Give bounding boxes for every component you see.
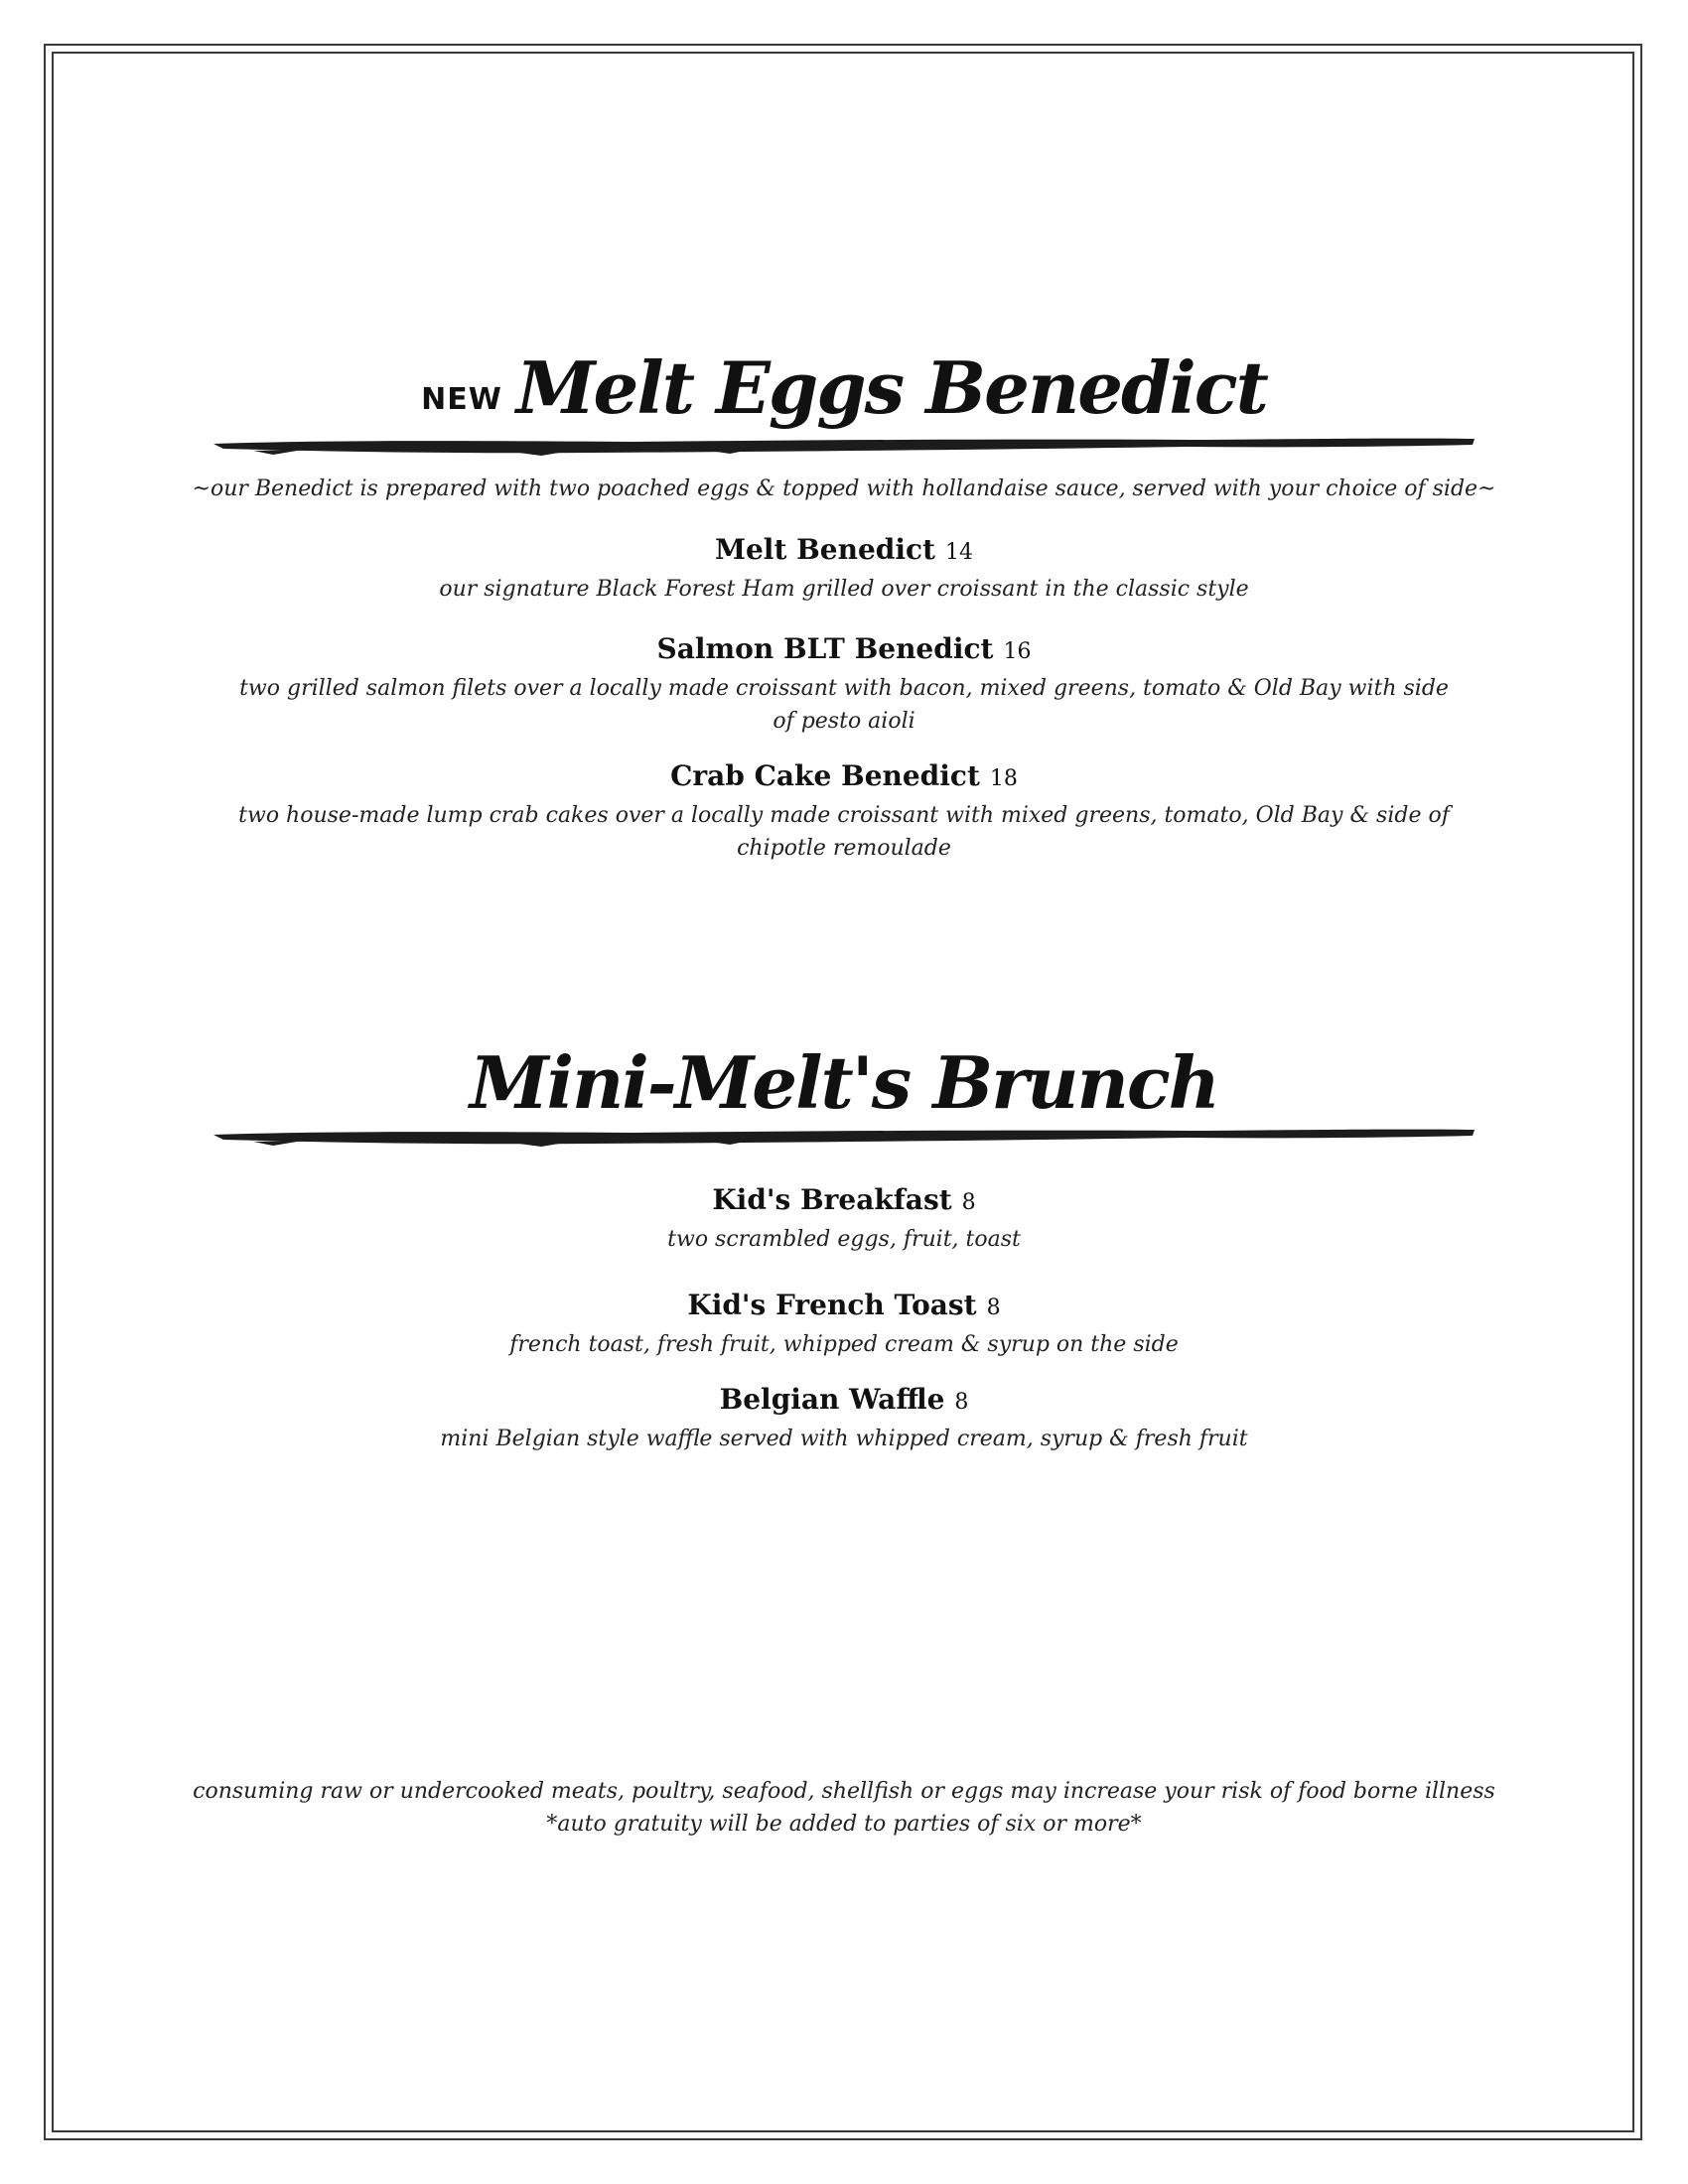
menu-item bbox=[228, 1288, 1460, 1361]
menu-item-price: 16 bbox=[1003, 639, 1032, 664]
menu-item-name: Crab Cake Benedict bbox=[670, 759, 980, 792]
footer-notice bbox=[0, 1775, 1688, 1841]
menu-item-name: Melt Benedict bbox=[715, 533, 935, 566]
new-tag: NEW bbox=[421, 382, 502, 417]
menu-item-heading bbox=[228, 1288, 1460, 1326]
menu-item-description: two scrambled eggs, fruit, toast bbox=[667, 1227, 1021, 1252]
brush-divider-2 bbox=[213, 1125, 1475, 1149]
menu-item-heading bbox=[228, 758, 1460, 797]
menu-item-heading bbox=[228, 1382, 1460, 1421]
menu-item-description: french toast, fresh fruit, whipped cream & syrup on the side bbox=[509, 1332, 1179, 1357]
menu-item bbox=[228, 631, 1460, 738]
menu-item bbox=[228, 758, 1460, 865]
benedict-section-title bbox=[0, 345, 1688, 430]
menu-item-name: Kid's French Toast bbox=[687, 1289, 977, 1321]
menu-item-price: 8 bbox=[961, 1190, 976, 1215]
menu-item-price: 14 bbox=[944, 540, 973, 565]
brush-divider-1 bbox=[213, 434, 1475, 458]
menu-item-name: Kid's Breakfast bbox=[712, 1183, 952, 1216]
menu-item-price: 8 bbox=[954, 1390, 969, 1415]
food-safety-warning: consuming raw or undercooked meats, poultry, seafood, shellfish or eggs may increase your risk of food borne illness bbox=[193, 1779, 1495, 1804]
benedict-title-text: Melt Eggs Benedict bbox=[515, 345, 1267, 430]
menu-item-name: Belgian Waffle bbox=[719, 1383, 945, 1416]
menu-item-price: 18 bbox=[989, 766, 1018, 791]
menu-item-name: Salmon BLT Benedict bbox=[656, 632, 994, 665]
benedict-intro: ~our Benedict is prepared with two poached eggs & topped with hollandaise sauce, served with your choice of side~ bbox=[192, 477, 1496, 501]
menu-item bbox=[228, 1182, 1460, 1256]
menu-item bbox=[228, 1382, 1460, 1455]
gratuity-notice: *auto gratuity will be added to parties of six or more* bbox=[546, 1812, 1142, 1837]
kids-section-title: Mini-Melt's Brunch bbox=[469, 1040, 1219, 1125]
menu-item-heading bbox=[228, 631, 1460, 670]
menu-item-description: two grilled salmon filets over a locally made croissant with bacon, mixed greens, tomato & Old Bay with side of pesto aioli bbox=[239, 676, 1449, 734]
menu-item bbox=[228, 532, 1460, 606]
menu-item-description: our signature Black Forest Ham grilled over croissant in the classic style bbox=[439, 577, 1249, 602]
menu-item-description: two house-made lump crab cakes over a locally made croissant with mixed greens, tomato, Old Bay & side of chipotle remoulade bbox=[238, 803, 1450, 861]
menu-item-description: mini Belgian style waffle served with whipped cream, syrup & fresh fruit bbox=[440, 1427, 1248, 1451]
menu-item-price: 8 bbox=[986, 1296, 1001, 1320]
menu-item-heading bbox=[228, 1182, 1460, 1221]
menu-item-heading bbox=[228, 532, 1460, 571]
